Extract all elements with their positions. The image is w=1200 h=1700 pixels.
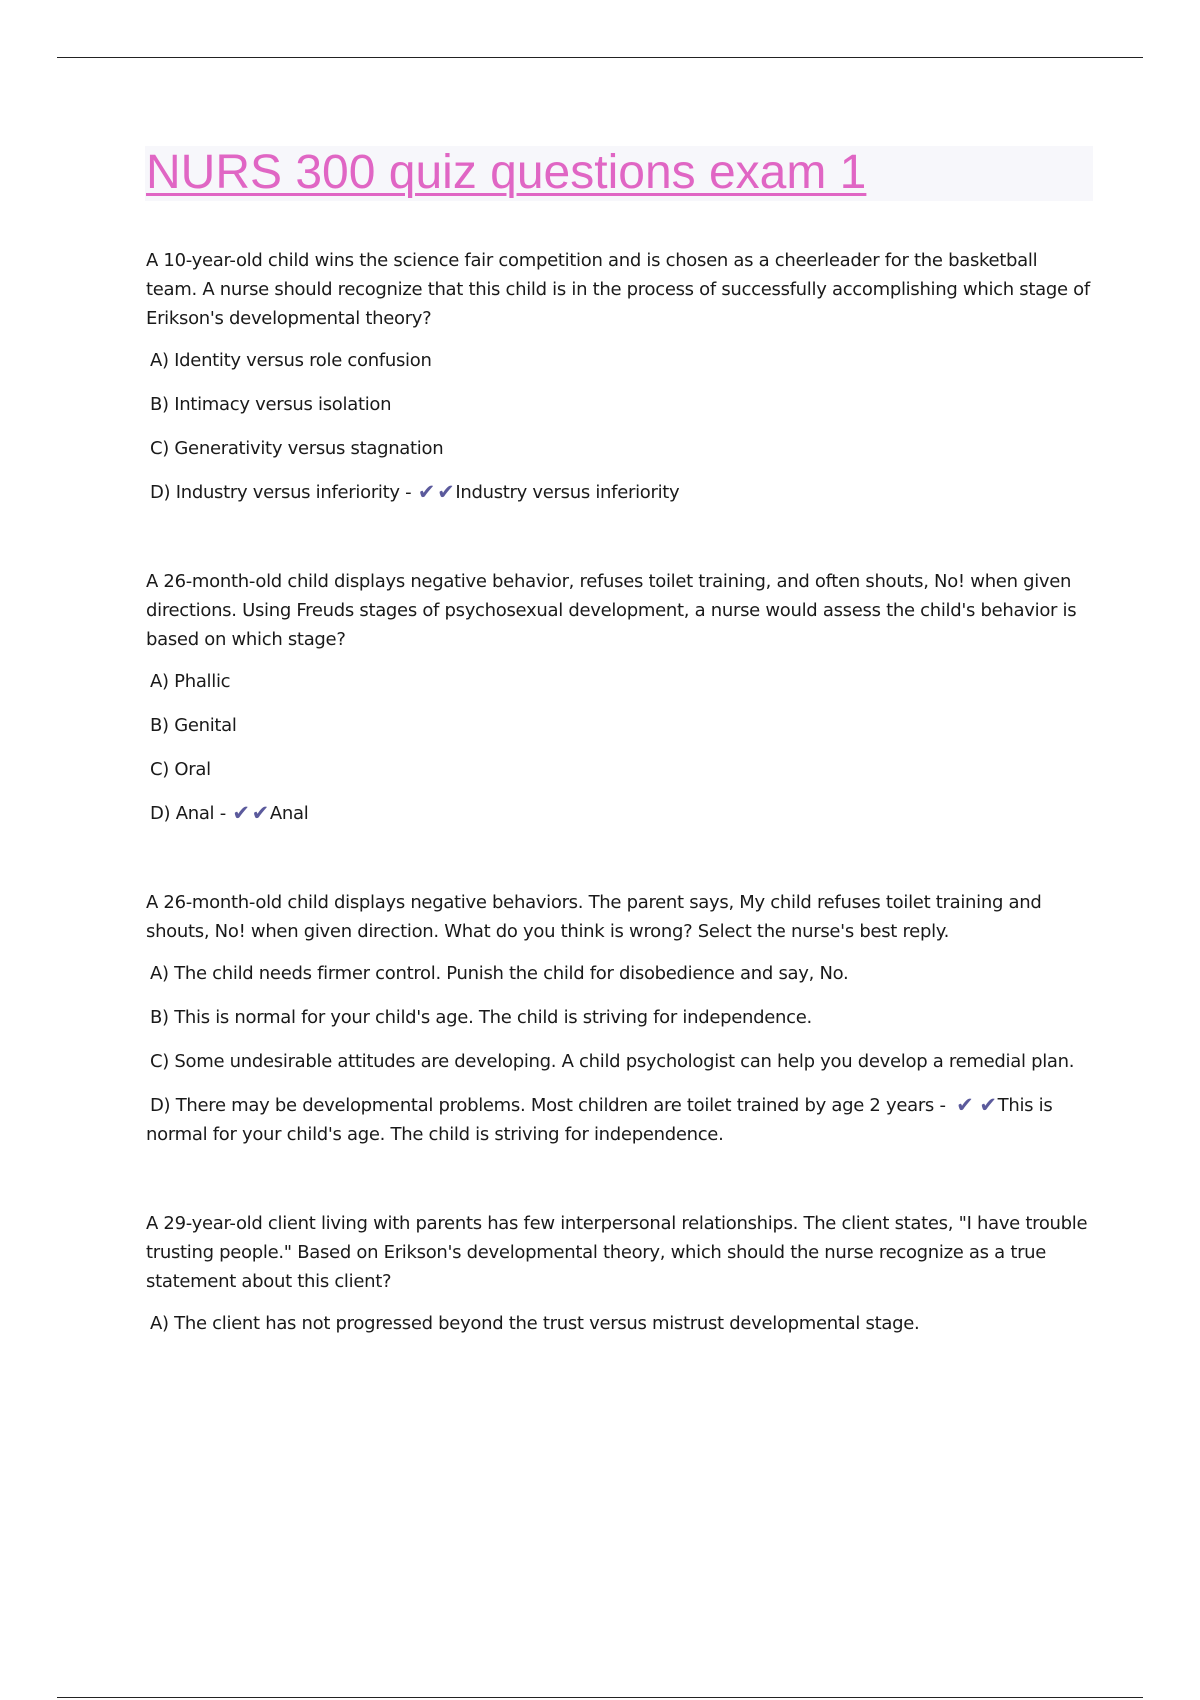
answer-text: This is normal for your child's age. The child is striving for independence. [146, 1095, 1053, 1145]
document-body [146, 246, 1090, 1398]
option-a: A) Identity versus role confusion [150, 350, 432, 371]
document-title: NURS 300 quiz questions exam 1 [146, 146, 867, 199]
answer-text: Industry versus inferiority [455, 482, 680, 503]
question-1 [146, 246, 1090, 507]
option-b: B) Genital [150, 715, 237, 736]
question-stem: A 29-year-old client living with parents has few interpersonal relationships. The client states, "I have trouble trusting people." Based on Erikson's developmental theory, which should the nurse recognize as a true statement about this client? [146, 1213, 1088, 1292]
check-icon: ✔ [251, 801, 269, 825]
question-stem: A 26-month-old child displays negative behavior, refuses toilet training, and often shouts, No! when given directions. Using Freuds stages of psychosexual development, a nurse would assess the child's behavior is based on which stage? [146, 571, 1077, 650]
option-b: B) Intimacy versus isolation [150, 394, 392, 415]
answer-text: Anal [269, 803, 309, 824]
option-c: C) Some undesirable attitudes are developing. A child psychologist can help you develop a remedial plan. [150, 1051, 1075, 1072]
option-d: D) Anal [150, 803, 215, 824]
option-b: B) This is normal for your child's age. The child is striving for independence. [150, 1007, 812, 1028]
option-d-with-answer [150, 799, 1090, 828]
question-2 [146, 567, 1090, 828]
answer-separator: - [219, 803, 226, 824]
question-stem: A 26-month-old child displays negative behaviors. The parent says, My child refuses toilet training and shouts, No! when given direction. What do you think is wrong? Select the nurse's best reply. [146, 892, 1042, 942]
answer-separator: - [939, 1095, 946, 1116]
question-stem: A 10-year-old child wins the science fair competition and is chosen as a cheerleader for the basketball team. A nurse should recognize that this child is in the process of successfully accomplishing which stage of Erikson's developmental theory? [146, 250, 1090, 329]
option-d: D) Industry versus inferiority [150, 482, 400, 503]
check-icon: ✔ [956, 1093, 974, 1117]
answer-separator: - [405, 482, 412, 503]
option-c: C) Generativity versus stagnation [150, 438, 444, 459]
bottom-rule [57, 1697, 1143, 1698]
option-a: A) The client has not progressed beyond the trust versus mistrust developmental stage. [150, 1313, 920, 1334]
option-d: D) There may be developmental problems. Most children are toilet trained by age 2 years [150, 1095, 935, 1116]
check-icon: ✔ [437, 480, 455, 504]
question-3 [146, 888, 1090, 1149]
option-c: C) Oral [150, 759, 211, 780]
top-rule [57, 57, 1143, 58]
option-d-with-answer [150, 478, 1090, 507]
question-4 [146, 1209, 1090, 1338]
check-icon: ✔ [232, 801, 250, 825]
option-a: A) Phallic [150, 671, 231, 692]
option-a: A) The child needs firmer control. Punish the child for disobedience and say, No. [150, 963, 849, 984]
check-icon: ✔ [979, 1093, 997, 1117]
option-d-with-answer [146, 1091, 1090, 1149]
check-icon: ✔ [417, 480, 436, 504]
